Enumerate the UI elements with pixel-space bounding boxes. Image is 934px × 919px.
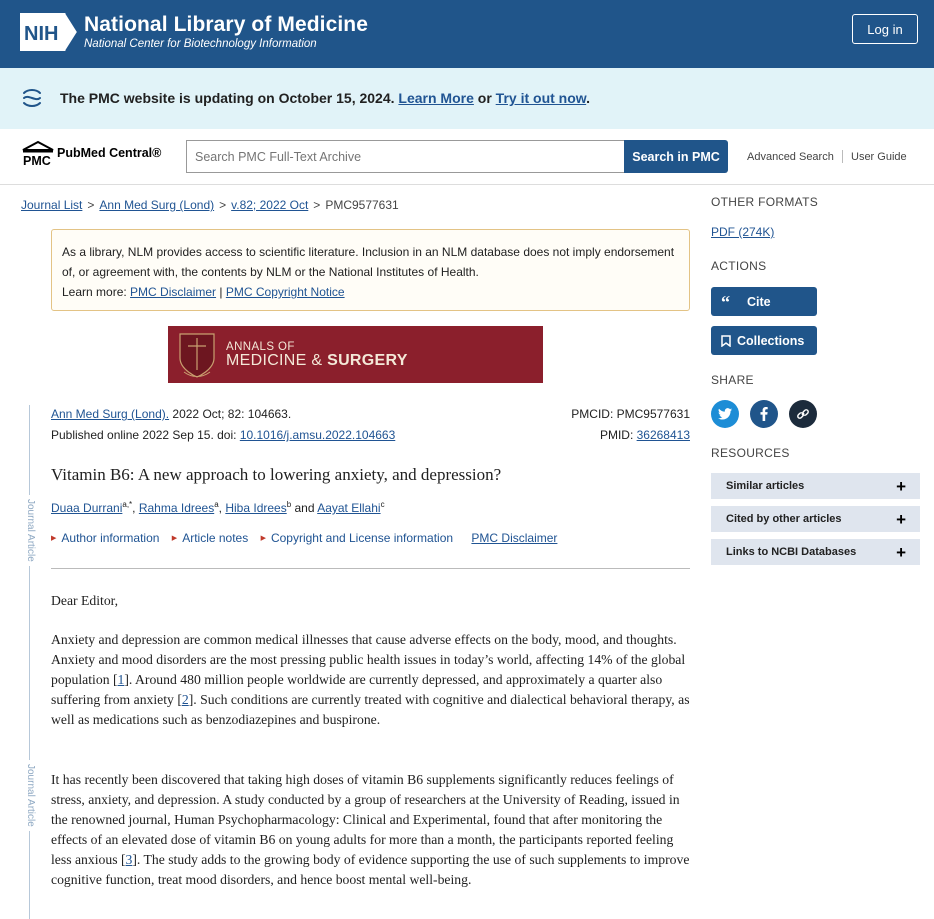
nih-badge-icon bbox=[20, 13, 80, 51]
actions-heading: ACTIONS bbox=[711, 259, 767, 273]
divider bbox=[842, 150, 843, 163]
cited-by-label: Cited by other articles bbox=[726, 513, 842, 525]
pmid-label: PMID: bbox=[599, 428, 637, 442]
author-list: Duaa Durrani$^{a,*}$, Rahma Idrees$^a$, Hiba Idrees$^b$ and Aayat Ellahi$^c$ bbox=[51, 500, 385, 515]
paragraph: It has recently been discovered that taking high doses of vitamin B6 supplements significantly reduces feelings of stress, anxiety, and depression. A study conducted by a group of researchers at the University of Reading, issued in the renowned journal, Human Psychopharmacology: Clinical and Experimental, found that after monitoring the effects of an elevated dose of vitamin B6 on young adults for more than a month, the participants reported feeling less anxious [3]. The study adds to the growing body of evidence supporting the use of such supplements to improve cognitive function, treat mood disorders, and hence boost mental well-being. bbox=[51, 772, 690, 887]
nih-logo[interactable] bbox=[20, 13, 369, 51]
disclaimer-box bbox=[51, 229, 690, 311]
pmc-name: PubMed Central® bbox=[57, 146, 162, 160]
plus-icon: + bbox=[896, 543, 906, 562]
pmc-building-icon bbox=[21, 140, 55, 166]
journal-banner-line2 bbox=[226, 352, 408, 370]
pdf-link[interactable]: PDF (274K) bbox=[711, 225, 775, 239]
login-button[interactable]: Log in bbox=[852, 14, 918, 44]
rail-label: Journal Article bbox=[22, 760, 36, 831]
paragraph: Anxiety and depression are common medical illnesses that cause adverse effects on the body, mood, and thoughts. Anxiety and mood disorders are the most pressing public health issues in today’s world, affecting 14% of the global population [1]. Around 480 million people worldwide are currently depressed, and approximately a quarter also suffering from anxiety [2]. Such conditions are currently treated with cognitive and dialectical behavioral therapy, as well as medications such as benzodiazepines and buspirone. bbox=[51, 632, 690, 727]
and-text: and bbox=[291, 501, 318, 515]
pmcid: PMCID: PMC9577631 bbox=[571, 407, 690, 421]
bookmark-icon bbox=[721, 335, 737, 347]
pmc-copyright-link[interactable]: PMC Copyright Notice bbox=[225, 285, 345, 299]
pmc-logo[interactable] bbox=[21, 140, 161, 166]
article-notes-toggle[interactable]: ▶ Article notes bbox=[171, 531, 249, 545]
pmid bbox=[600, 428, 690, 442]
cite-label: Cite bbox=[747, 294, 771, 309]
salutation: Dear Editor, bbox=[51, 593, 119, 608]
pmid-link[interactable]: 36268413 bbox=[636, 428, 690, 442]
search-input[interactable] bbox=[186, 140, 624, 173]
banner-or: or bbox=[473, 90, 496, 106]
share-heading: SHARE bbox=[711, 373, 754, 387]
article-info-links bbox=[51, 531, 557, 545]
citation-details: 2022 Oct; 82: 104663. bbox=[169, 407, 292, 421]
doi-link[interactable]: 10.1016/j.amsu.2022.104663 bbox=[239, 428, 396, 442]
learn-more-link[interactable]: Learn More bbox=[398, 90, 474, 106]
plus-icon: + bbox=[896, 510, 906, 529]
author-link[interactable]: Duaa Durrani bbox=[51, 501, 123, 515]
journal-banner-line1: ANNALS OF bbox=[226, 341, 295, 353]
journal-banner-line2a: MEDICINE & bbox=[226, 352, 328, 369]
similar-articles-label: Similar articles bbox=[726, 480, 805, 492]
breadcrumb bbox=[21, 198, 399, 212]
collections-button[interactable] bbox=[711, 326, 817, 355]
published-text: Published online 2022 Sep 15. doi: bbox=[51, 428, 240, 442]
try-it-out-link[interactable]: Try it out now bbox=[495, 90, 587, 106]
article-title: Vitamin B6: A new approach to lowering anxiety, and depression? bbox=[51, 465, 502, 484]
rail-line bbox=[29, 405, 30, 919]
triangle-right-icon: ▶ bbox=[260, 535, 266, 542]
nih-badge-text: NIH bbox=[24, 23, 59, 45]
link-icon bbox=[796, 407, 810, 421]
pmc-mark-text: PMC bbox=[23, 154, 51, 166]
search-button[interactable]: Search in PMC bbox=[624, 140, 728, 173]
cite-button[interactable] bbox=[711, 287, 817, 316]
banner-text bbox=[60, 90, 590, 106]
disclaimer-divider: | bbox=[216, 285, 226, 299]
disclaimer-learn-more: Learn more: bbox=[62, 285, 131, 299]
pmc-disclaimer-link[interactable]: PMC Disclaimer bbox=[130, 285, 217, 299]
breadcrumb-volume[interactable]: v.82; 2022 Oct bbox=[231, 198, 309, 212]
copyright-toggle[interactable]: ▶ Copyright and License information bbox=[260, 531, 454, 545]
author-affiliation: b bbox=[286, 500, 292, 509]
user-guide-link[interactable]: User Guide bbox=[851, 151, 907, 163]
reference-link[interactable]: 2 bbox=[181, 692, 189, 707]
reference-link[interactable]: 1 bbox=[117, 672, 125, 687]
journal-link[interactable]: Ann Med Surg (Lond). bbox=[51, 407, 170, 421]
reference-link[interactable]: 3 bbox=[125, 852, 133, 867]
author-link[interactable]: Rahma Idrees bbox=[138, 501, 215, 515]
breadcrumb-current: PMC9577631 bbox=[325, 198, 399, 212]
disclaimer-text: As a library, NLM provides access to scientific literature. Inclusion in an NLM database does not imply endorsement of, or agreement with, the contents by NLM or the National Institutes of Health. bbox=[62, 245, 675, 279]
citation-line bbox=[51, 407, 291, 421]
divider bbox=[0, 184, 934, 185]
nih-subtitle: National Center for Biotechnology Information bbox=[84, 38, 317, 50]
update-banner bbox=[0, 68, 934, 129]
similar-articles-toggle[interactable] bbox=[711, 473, 920, 499]
breadcrumb-journal[interactable]: Ann Med Surg (Lond) bbox=[99, 198, 215, 212]
author-affiliation: a,* bbox=[122, 500, 133, 509]
breadcrumb-journal-list[interactable]: Journal List bbox=[21, 198, 83, 212]
cited-by-toggle[interactable] bbox=[711, 506, 920, 532]
breadcrumb-separator: > bbox=[219, 198, 227, 212]
svg-text:“: “ bbox=[721, 295, 730, 308]
ncbi-links-label: Links to NCBI Databases bbox=[726, 546, 857, 558]
breadcrumb-separator: > bbox=[313, 198, 321, 212]
author-link[interactable]: Hiba Idrees bbox=[225, 501, 287, 515]
triangle-right-icon: ▶ bbox=[51, 535, 57, 542]
banner-message: The PMC website is updating on October 15, 2024. bbox=[60, 90, 395, 106]
facebook-icon bbox=[760, 407, 768, 421]
banner-period: . bbox=[586, 90, 591, 106]
quote-icon bbox=[721, 296, 747, 308]
other-formats-heading: OTHER FORMATS bbox=[711, 195, 819, 209]
pmc-disclaimer-link[interactable]: PMC Disclaimer bbox=[471, 531, 558, 545]
twitter-share-button[interactable] bbox=[711, 400, 739, 428]
update-swirl-icon bbox=[20, 86, 44, 110]
published-line bbox=[51, 428, 395, 442]
divider bbox=[51, 568, 690, 569]
plus-icon: + bbox=[896, 477, 906, 496]
rail-label: Journal Article bbox=[22, 495, 36, 566]
author-affiliation: c bbox=[380, 500, 385, 509]
advanced-search-link[interactable]: Advanced Search bbox=[747, 151, 834, 163]
journal-banner[interactable] bbox=[168, 326, 543, 383]
nih-header bbox=[0, 0, 934, 68]
facebook-share-button[interactable] bbox=[750, 400, 778, 428]
triangle-right-icon: ▶ bbox=[171, 535, 178, 542]
author-affiliation: a bbox=[214, 500, 219, 509]
author-link[interactable]: Aayat Ellahi bbox=[317, 501, 381, 515]
nih-title: National Library of Medicine bbox=[84, 13, 369, 36]
breadcrumb-separator: > bbox=[87, 198, 95, 212]
ncbi-links-toggle[interactable] bbox=[711, 539, 920, 565]
copy-link-button[interactable] bbox=[789, 400, 817, 428]
resources-heading: RESOURCES bbox=[711, 446, 790, 460]
twitter-icon bbox=[718, 408, 732, 420]
journal-crest-icon bbox=[176, 330, 218, 380]
journal-banner-line2b: SURGERY bbox=[327, 352, 408, 369]
collections-label: Collections bbox=[737, 333, 805, 348]
author-information-toggle[interactable]: ▶ Author information bbox=[51, 531, 160, 545]
